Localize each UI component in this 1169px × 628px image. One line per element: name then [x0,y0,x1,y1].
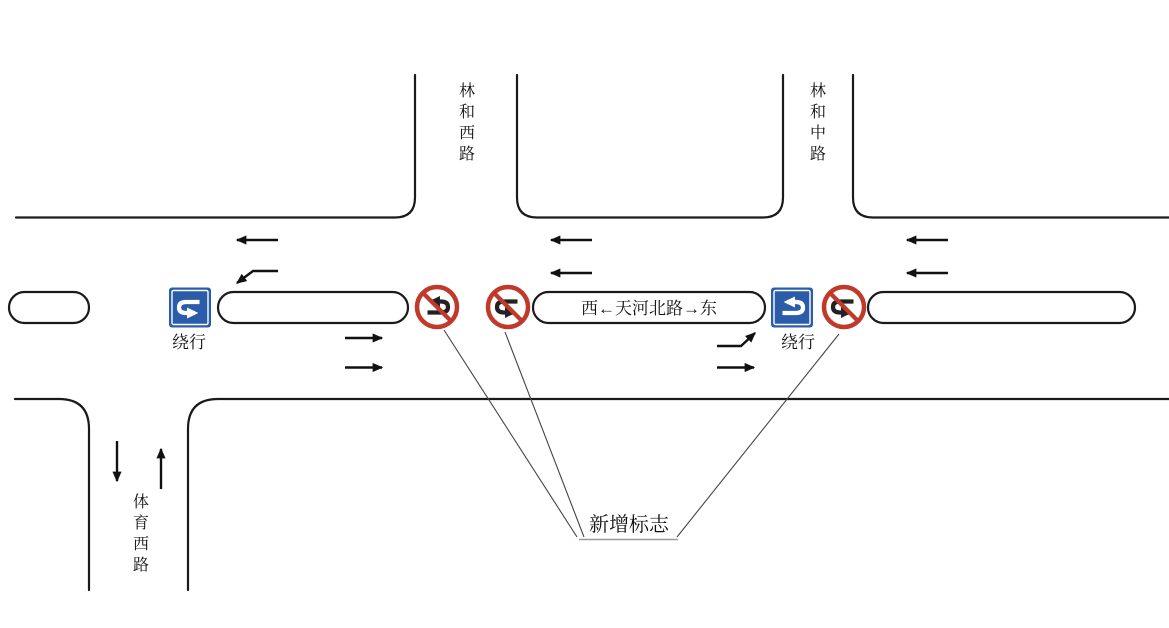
road-name-char: 和 [809,104,827,121]
detour-sign-left-plate [169,288,211,328]
leader-line-2 [505,332,584,537]
road-name-char: 路 [132,557,150,574]
leader-line-1 [444,330,577,537]
detour-sign-right [771,288,813,328]
west-merge-arrow [237,271,278,283]
median-island-far-left [9,292,89,323]
detour-right-label: 绕行 [781,333,815,352]
traffic-arrows [117,240,948,489]
road-name-char: 路 [809,146,827,163]
detour-sign-right-plate [771,288,813,328]
road-name-char: 路 [458,146,476,163]
tianhe-north-road-label: 西←天河北路→东 [581,299,717,318]
median-island-left [218,292,408,323]
road-edge-top-left [16,75,415,218]
road-edge-top-middle [517,75,783,218]
road-name-char: 中 [809,125,827,142]
no-uturn-sign-1 [417,287,457,327]
road-name-char: 林 [809,83,827,100]
road-name-char: 体 [132,494,150,511]
detour-left-label: 绕行 [172,333,206,352]
road-name-char: 西 [458,125,476,142]
road-name-char: 林 [458,83,476,100]
detour-sign-left [169,288,211,328]
road-edge-top-right [853,75,1169,218]
road-edge-bottom-left [15,399,89,590]
road-name-char: 西 [132,536,150,553]
east-merge-arrow [717,333,755,346]
new-signs-annotation: 新增标志 [589,514,669,536]
no-uturn-sign-2 [488,287,528,327]
no-uturn-sign-3 [824,287,864,327]
median-island-right [868,292,1135,323]
leader-line-3 [677,334,839,537]
annotation-leaders [444,330,839,540]
linhe-west-road-label [459,82,475,163]
road-name-labels [133,82,826,574]
road-name-char: 和 [458,104,476,121]
road-edge-bottom-right [188,399,1169,590]
linhe-middle-road-label [810,82,826,163]
tiyu-west-road-label [133,493,149,574]
road-name-char: 育 [132,515,150,532]
